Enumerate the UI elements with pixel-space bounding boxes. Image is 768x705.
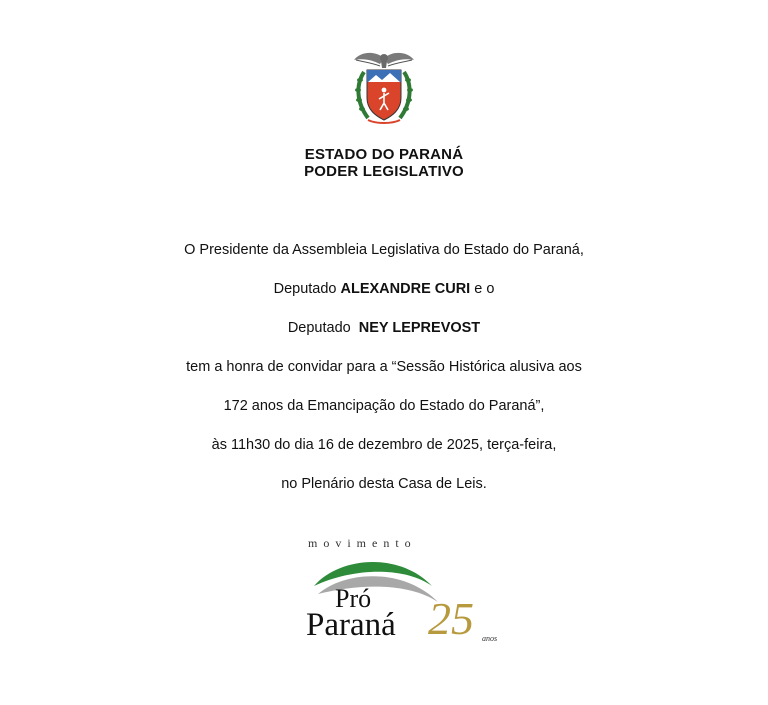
logo-movimento-text: movimento [308, 536, 417, 550]
deputy-name: NEY LEPREVOST [358, 320, 481, 336]
invitation-line: às 11h30 do dia 16 de dezembro de 2025, terça-feira, [211, 437, 557, 453]
logo-pro-text: Pró [335, 584, 372, 613]
invitation-line: tem a honra de convidar para a “Sessão Histórica alusiva aos [186, 359, 582, 375]
president-name: ALEXANDRE CURI [340, 281, 471, 297]
invitation-text-fragment: e o [470, 281, 495, 297]
invitation-line: 172 anos da Emancipação do Estado do Paraná”, [223, 398, 545, 414]
document-header [0, 146, 768, 180]
invitation-line: no Plenário desta Casa de Leis. [281, 476, 487, 492]
invitation-line [0, 279, 768, 318]
logo-25-number: 25 [428, 593, 474, 644]
invitation-line: O Presidente da Assembleia Legislativa do Estado do Paraná, [184, 242, 584, 258]
parana-coat-of-arms-icon [350, 48, 418, 128]
invitation-text [0, 240, 768, 513]
logo-anos-text: anos [482, 634, 498, 643]
logo-parana-text: Paraná [306, 607, 396, 643]
header-state-name: ESTADO DO PARANÁ [304, 146, 464, 163]
movimento-pro-parana-logo [300, 530, 500, 650]
header-legislative-power: PODER LEGISLATIVO [304, 163, 464, 180]
invitation-text-fragment: Deputado [287, 320, 359, 336]
invitation-line [0, 318, 768, 357]
invitation-text-fragment: Deputado [273, 281, 341, 297]
